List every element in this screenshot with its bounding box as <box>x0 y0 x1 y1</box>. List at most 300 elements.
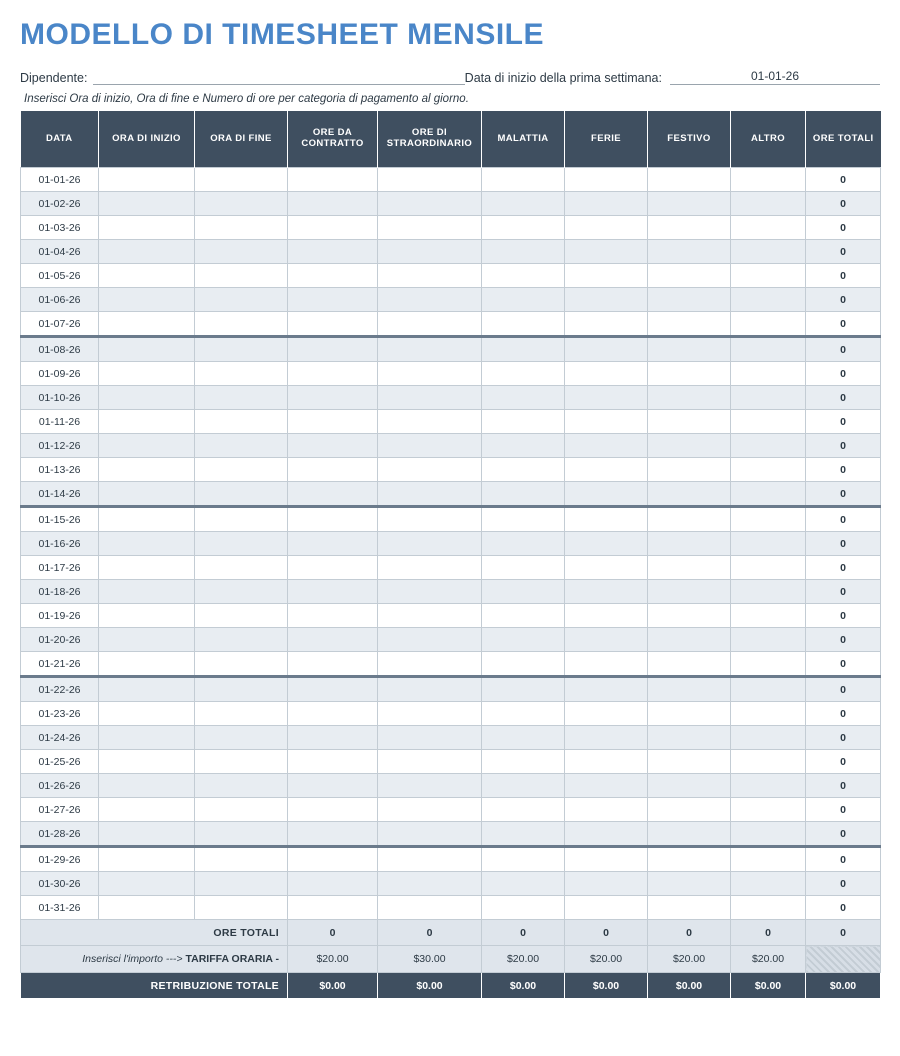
cell-time-in[interactable] <box>99 556 195 580</box>
cell-vacation-hours[interactable] <box>565 798 648 822</box>
cell-holiday-hours[interactable] <box>648 386 731 410</box>
cell-holiday-hours[interactable] <box>648 726 731 750</box>
start-date-input[interactable]: 01-01-26 <box>670 69 880 85</box>
cell-time-out[interactable] <box>195 580 288 604</box>
cell-sick-hours[interactable] <box>482 702 565 726</box>
rate-overtime[interactable]: $30.00 <box>378 946 482 973</box>
cell-regular-hours[interactable] <box>288 216 378 240</box>
table-row <box>21 216 881 240</box>
cell-regular-hours[interactable] <box>288 652 378 677</box>
cell-overtime-hours[interactable] <box>378 337 482 362</box>
cell-holiday-hours[interactable] <box>648 628 731 652</box>
cell-other-hours[interactable] <box>731 774 806 798</box>
column-header-total-hours: ORE TOTALI <box>806 111 881 168</box>
cell-sick-hours[interactable] <box>482 872 565 896</box>
page-title: MODELLO DI TIMESHEET MENSILE <box>20 18 545 51</box>
cell-vacation-hours[interactable] <box>565 822 648 847</box>
cell-other-hours[interactable] <box>731 726 806 750</box>
cell-sick-hours[interactable] <box>482 192 565 216</box>
cell-time-out[interactable] <box>195 264 288 288</box>
cell-time-in[interactable] <box>99 386 195 410</box>
cell-regular-hours[interactable] <box>288 677 378 702</box>
cell-vacation-hours[interactable] <box>565 288 648 312</box>
cell-regular-hours[interactable] <box>288 896 378 920</box>
cell-total-hours: 0 <box>806 337 881 362</box>
cell-overtime-hours[interactable] <box>378 604 482 628</box>
pay-regular: $0.00 <box>288 973 378 999</box>
cell-time-in[interactable] <box>99 628 195 652</box>
cell-sick-hours[interactable] <box>482 240 565 264</box>
cell-total-hours: 0 <box>806 507 881 532</box>
cell-time-in[interactable] <box>99 288 195 312</box>
cell-time-out[interactable] <box>195 896 288 920</box>
cell-overtime-hours[interactable] <box>378 677 482 702</box>
cell-holiday-hours[interactable] <box>648 580 731 604</box>
cell-sick-hours[interactable] <box>482 652 565 677</box>
employee-input[interactable] <box>93 70 464 85</box>
cell-overtime-hours[interactable] <box>378 434 482 458</box>
rate-sick[interactable]: $20.00 <box>482 946 565 973</box>
cell-other-hours[interactable] <box>731 288 806 312</box>
cell-regular-hours[interactable] <box>288 337 378 362</box>
cell-vacation-hours[interactable] <box>565 652 648 677</box>
cell-time-out[interactable] <box>195 532 288 556</box>
cell-date: 01-19-26 <box>21 604 99 628</box>
cell-vacation-hours[interactable] <box>565 556 648 580</box>
cell-date: 01-25-26 <box>21 750 99 774</box>
cell-time-in[interactable] <box>99 604 195 628</box>
cell-overtime-hours[interactable] <box>378 896 482 920</box>
cell-sick-hours[interactable] <box>482 726 565 750</box>
cell-other-hours[interactable] <box>731 410 806 434</box>
cell-time-in[interactable] <box>99 822 195 847</box>
cell-overtime-hours[interactable] <box>378 822 482 847</box>
cell-time-out[interactable] <box>195 726 288 750</box>
column-header-other: ALTRO <box>731 111 806 168</box>
cell-other-hours[interactable] <box>731 264 806 288</box>
totals-vacation: 0 <box>565 920 648 946</box>
cell-date: 01-04-26 <box>21 240 99 264</box>
cell-holiday-hours[interactable] <box>648 532 731 556</box>
cell-time-out[interactable] <box>195 386 288 410</box>
cell-vacation-hours[interactable] <box>565 458 648 482</box>
cell-vacation-hours[interactable] <box>565 434 648 458</box>
cell-overtime-hours[interactable] <box>378 482 482 507</box>
cell-overtime-hours[interactable] <box>378 774 482 798</box>
cell-sick-hours[interactable] <box>482 580 565 604</box>
cell-time-out[interactable] <box>195 362 288 386</box>
cell-regular-hours[interactable] <box>288 410 378 434</box>
cell-other-hours[interactable] <box>731 652 806 677</box>
cell-time-in[interactable] <box>99 872 195 896</box>
cell-regular-hours[interactable] <box>288 872 378 896</box>
cell-sick-hours[interactable] <box>482 410 565 434</box>
cell-time-out[interactable] <box>195 312 288 337</box>
cell-time-in[interactable] <box>99 896 195 920</box>
cell-total-hours: 0 <box>806 434 881 458</box>
cell-sick-hours[interactable] <box>482 337 565 362</box>
cell-time-in[interactable] <box>99 847 195 872</box>
cell-date: 01-02-26 <box>21 192 99 216</box>
cell-holiday-hours[interactable] <box>648 168 731 192</box>
cell-date: 01-21-26 <box>21 652 99 677</box>
table-row <box>21 750 881 774</box>
cell-holiday-hours[interactable] <box>648 216 731 240</box>
cell-time-out[interactable] <box>195 798 288 822</box>
table-row <box>21 604 881 628</box>
cell-holiday-hours[interactable] <box>648 750 731 774</box>
cell-vacation-hours[interactable] <box>565 702 648 726</box>
cell-overtime-hours[interactable] <box>378 288 482 312</box>
cell-date: 01-23-26 <box>21 702 99 726</box>
cell-time-in[interactable] <box>99 482 195 507</box>
cell-other-hours[interactable] <box>731 168 806 192</box>
cell-other-hours[interactable] <box>731 847 806 872</box>
cell-regular-hours[interactable] <box>288 362 378 386</box>
cell-sick-hours[interactable] <box>482 677 565 702</box>
cell-vacation-hours[interactable] <box>565 362 648 386</box>
cell-holiday-hours[interactable] <box>648 434 731 458</box>
cell-total-hours: 0 <box>806 216 881 240</box>
cell-holiday-hours[interactable] <box>648 507 731 532</box>
cell-overtime-hours[interactable] <box>378 580 482 604</box>
cell-vacation-hours[interactable] <box>565 337 648 362</box>
cell-other-hours[interactable] <box>731 702 806 726</box>
cell-time-out[interactable] <box>195 774 288 798</box>
cell-date: 01-13-26 <box>21 458 99 482</box>
cell-other-hours[interactable] <box>731 604 806 628</box>
cell-holiday-hours[interactable] <box>648 337 731 362</box>
cell-holiday-hours[interactable] <box>648 677 731 702</box>
cell-sick-hours[interactable] <box>482 532 565 556</box>
cell-other-hours[interactable] <box>731 458 806 482</box>
cell-time-in[interactable] <box>99 507 195 532</box>
cell-time-in[interactable] <box>99 798 195 822</box>
cell-overtime-hours[interactable] <box>378 532 482 556</box>
cell-overtime-hours[interactable] <box>378 410 482 434</box>
cell-vacation-hours[interactable] <box>565 580 648 604</box>
cell-vacation-hours[interactable] <box>565 896 648 920</box>
cell-vacation-hours[interactable] <box>565 677 648 702</box>
cell-regular-hours[interactable] <box>288 556 378 580</box>
cell-time-out[interactable] <box>195 677 288 702</box>
cell-other-hours[interactable] <box>731 556 806 580</box>
cell-overtime-hours[interactable] <box>378 168 482 192</box>
cell-regular-hours[interactable] <box>288 774 378 798</box>
cell-sick-hours[interactable] <box>482 798 565 822</box>
cell-time-in[interactable] <box>99 168 195 192</box>
cell-overtime-hours[interactable] <box>378 702 482 726</box>
cell-other-hours[interactable] <box>731 628 806 652</box>
cell-holiday-hours[interactable] <box>648 702 731 726</box>
cell-overtime-hours[interactable] <box>378 216 482 240</box>
cell-regular-hours[interactable] <box>288 507 378 532</box>
cell-date: 01-06-26 <box>21 288 99 312</box>
cell-vacation-hours[interactable] <box>565 872 648 896</box>
cell-sick-hours[interactable] <box>482 774 565 798</box>
cell-time-in[interactable] <box>99 240 195 264</box>
cell-sick-hours[interactable] <box>482 604 565 628</box>
cell-holiday-hours[interactable] <box>648 774 731 798</box>
cell-regular-hours[interactable] <box>288 458 378 482</box>
cell-time-out[interactable] <box>195 337 288 362</box>
cell-other-hours[interactable] <box>731 362 806 386</box>
cell-sick-hours[interactable] <box>482 434 565 458</box>
cell-total-hours: 0 <box>806 192 881 216</box>
cell-holiday-hours[interactable] <box>648 847 731 872</box>
cell-sick-hours[interactable] <box>482 628 565 652</box>
cell-sick-hours[interactable] <box>482 822 565 847</box>
cell-vacation-hours[interactable] <box>565 410 648 434</box>
pay-vacation: $0.00 <box>565 973 648 999</box>
cell-regular-hours[interactable] <box>288 192 378 216</box>
cell-time-in[interactable] <box>99 362 195 386</box>
cell-regular-hours[interactable] <box>288 168 378 192</box>
cell-vacation-hours[interactable] <box>565 192 648 216</box>
table-row <box>21 652 881 677</box>
cell-holiday-hours[interactable] <box>648 896 731 920</box>
cell-time-out[interactable] <box>195 652 288 677</box>
cell-time-out[interactable] <box>195 410 288 434</box>
cell-total-hours: 0 <box>806 458 881 482</box>
cell-vacation-hours[interactable] <box>565 386 648 410</box>
cell-other-hours[interactable] <box>731 822 806 847</box>
cell-regular-hours[interactable] <box>288 240 378 264</box>
table-row <box>21 168 881 192</box>
cell-overtime-hours[interactable] <box>378 798 482 822</box>
cell-holiday-hours[interactable] <box>648 652 731 677</box>
cell-time-in[interactable] <box>99 434 195 458</box>
cell-vacation-hours[interactable] <box>565 847 648 872</box>
cell-time-out[interactable] <box>195 458 288 482</box>
cell-time-out[interactable] <box>195 434 288 458</box>
cell-other-hours[interactable] <box>731 240 806 264</box>
cell-overtime-hours[interactable] <box>378 192 482 216</box>
cell-time-in[interactable] <box>99 580 195 604</box>
cell-time-out[interactable] <box>195 750 288 774</box>
cell-sick-hours[interactable] <box>482 458 565 482</box>
cell-time-out[interactable] <box>195 192 288 216</box>
cell-other-hours[interactable] <box>731 750 806 774</box>
cell-time-in[interactable] <box>99 702 195 726</box>
cell-overtime-hours[interactable] <box>378 458 482 482</box>
cell-sick-hours[interactable] <box>482 847 565 872</box>
cell-sick-hours[interactable] <box>482 362 565 386</box>
cell-time-out[interactable] <box>195 628 288 652</box>
cell-overtime-hours[interactable] <box>378 386 482 410</box>
column-header-vacation: FERIE <box>565 111 648 168</box>
cell-overtime-hours[interactable] <box>378 240 482 264</box>
cell-date: 01-28-26 <box>21 822 99 847</box>
cell-vacation-hours[interactable] <box>565 240 648 264</box>
cell-time-in[interactable] <box>99 677 195 702</box>
cell-regular-hours[interactable] <box>288 288 378 312</box>
cell-overtime-hours[interactable] <box>378 872 482 896</box>
cell-sick-hours[interactable] <box>482 168 565 192</box>
cell-holiday-hours[interactable] <box>648 264 731 288</box>
cell-holiday-hours[interactable] <box>648 822 731 847</box>
cell-sick-hours[interactable] <box>482 507 565 532</box>
cell-vacation-hours[interactable] <box>565 750 648 774</box>
cell-holiday-hours[interactable] <box>648 556 731 580</box>
cell-time-in[interactable] <box>99 410 195 434</box>
cell-regular-hours[interactable] <box>288 386 378 410</box>
cell-time-in[interactable] <box>99 337 195 362</box>
table-row <box>21 410 881 434</box>
cell-sick-hours[interactable] <box>482 556 565 580</box>
cell-sick-hours[interactable] <box>482 386 565 410</box>
cell-time-out[interactable] <box>195 702 288 726</box>
cell-time-out[interactable] <box>195 872 288 896</box>
cell-regular-hours[interactable] <box>288 847 378 872</box>
cell-time-out[interactable] <box>195 216 288 240</box>
cell-total-hours: 0 <box>806 726 881 750</box>
cell-regular-hours[interactable] <box>288 580 378 604</box>
cell-regular-hours[interactable] <box>288 798 378 822</box>
cell-regular-hours[interactable] <box>288 434 378 458</box>
cell-date: 01-07-26 <box>21 312 99 337</box>
totals-sick: 0 <box>482 920 565 946</box>
cell-sick-hours[interactable] <box>482 312 565 337</box>
cell-regular-hours[interactable] <box>288 264 378 288</box>
cell-sick-hours[interactable] <box>482 750 565 774</box>
cell-time-in[interactable] <box>99 264 195 288</box>
cell-regular-hours[interactable] <box>288 726 378 750</box>
cell-time-out[interactable] <box>195 604 288 628</box>
cell-other-hours[interactable] <box>731 386 806 410</box>
cell-holiday-hours[interactable] <box>648 240 731 264</box>
cell-time-in[interactable] <box>99 216 195 240</box>
cell-vacation-hours[interactable] <box>565 774 648 798</box>
rate-regular[interactable]: $20.00 <box>288 946 378 973</box>
rate-other[interactable]: $20.00 <box>731 946 806 973</box>
cell-sick-hours[interactable] <box>482 482 565 507</box>
cell-overtime-hours[interactable] <box>378 507 482 532</box>
cell-total-hours: 0 <box>806 750 881 774</box>
table-footer <box>21 920 881 999</box>
cell-time-in[interactable] <box>99 458 195 482</box>
cell-holiday-hours[interactable] <box>648 192 731 216</box>
cell-holiday-hours[interactable] <box>648 362 731 386</box>
cell-overtime-hours[interactable] <box>378 556 482 580</box>
cell-other-hours[interactable] <box>731 192 806 216</box>
cell-sick-hours[interactable] <box>482 216 565 240</box>
cell-sick-hours[interactable] <box>482 896 565 920</box>
cell-vacation-hours[interactable] <box>565 604 648 628</box>
cell-vacation-hours[interactable] <box>565 312 648 337</box>
cell-regular-hours[interactable] <box>288 628 378 652</box>
cell-total-hours: 0 <box>806 556 881 580</box>
cell-time-in[interactable] <box>99 750 195 774</box>
cell-holiday-hours[interactable] <box>648 798 731 822</box>
cell-overtime-hours[interactable] <box>378 750 482 774</box>
cell-regular-hours[interactable] <box>288 604 378 628</box>
cell-overtime-hours[interactable] <box>378 362 482 386</box>
cell-time-in[interactable] <box>99 652 195 677</box>
cell-regular-hours[interactable] <box>288 532 378 556</box>
table-row <box>21 192 881 216</box>
cell-holiday-hours[interactable] <box>648 604 731 628</box>
cell-vacation-hours[interactable] <box>565 532 648 556</box>
cell-overtime-hours[interactable] <box>378 652 482 677</box>
cell-time-out[interactable] <box>195 847 288 872</box>
cell-other-hours[interactable] <box>731 798 806 822</box>
cell-overtime-hours[interactable] <box>378 726 482 750</box>
cell-regular-hours[interactable] <box>288 702 378 726</box>
cell-other-hours[interactable] <box>731 580 806 604</box>
cell-time-out[interactable] <box>195 288 288 312</box>
cell-overtime-hours[interactable] <box>378 264 482 288</box>
cell-total-hours: 0 <box>806 482 881 507</box>
cell-regular-hours[interactable] <box>288 822 378 847</box>
cell-holiday-hours[interactable] <box>648 872 731 896</box>
cell-vacation-hours[interactable] <box>565 507 648 532</box>
cell-vacation-hours[interactable] <box>565 264 648 288</box>
cell-sick-hours[interactable] <box>482 288 565 312</box>
cell-vacation-hours[interactable] <box>565 482 648 507</box>
cell-sick-hours[interactable] <box>482 264 565 288</box>
cell-time-in[interactable] <box>99 774 195 798</box>
cell-holiday-hours[interactable] <box>648 288 731 312</box>
cell-time-out[interactable] <box>195 822 288 847</box>
cell-other-hours[interactable] <box>731 532 806 556</box>
column-header-regular-hours: ORE DA CONTRATTO <box>288 111 378 168</box>
cell-time-out[interactable] <box>195 168 288 192</box>
cell-time-out[interactable] <box>195 556 288 580</box>
cell-vacation-hours[interactable] <box>565 216 648 240</box>
cell-holiday-hours[interactable] <box>648 312 731 337</box>
cell-time-out[interactable] <box>195 240 288 264</box>
cell-overtime-hours[interactable] <box>378 847 482 872</box>
cell-other-hours[interactable] <box>731 482 806 507</box>
cell-other-hours[interactable] <box>731 872 806 896</box>
cell-overtime-hours[interactable] <box>378 628 482 652</box>
cell-overtime-hours[interactable] <box>378 312 482 337</box>
cell-time-out[interactable] <box>195 507 288 532</box>
cell-holiday-hours[interactable] <box>648 482 731 507</box>
rate-holiday[interactable]: $20.00 <box>648 946 731 973</box>
cell-regular-hours[interactable] <box>288 482 378 507</box>
cell-date: 01-15-26 <box>21 507 99 532</box>
cell-other-hours[interactable] <box>731 896 806 920</box>
total-pay-label: RETRIBUZIONE TOTALE <box>21 973 288 999</box>
cell-holiday-hours[interactable] <box>648 458 731 482</box>
cell-other-hours[interactable] <box>731 312 806 337</box>
cell-vacation-hours[interactable] <box>565 726 648 750</box>
totals-total: 0 <box>806 920 881 946</box>
table-row <box>21 386 881 410</box>
cell-time-in[interactable] <box>99 192 195 216</box>
cell-other-hours[interactable] <box>731 337 806 362</box>
cell-vacation-hours[interactable] <box>565 628 648 652</box>
cell-date: 01-17-26 <box>21 556 99 580</box>
rate-label-text: TARIFFA ORARIA - <box>185 953 279 965</box>
cell-time-in[interactable] <box>99 312 195 337</box>
cell-other-hours[interactable] <box>731 507 806 532</box>
cell-regular-hours[interactable] <box>288 312 378 337</box>
cell-other-hours[interactable] <box>731 677 806 702</box>
cell-time-in[interactable] <box>99 532 195 556</box>
cell-time-out[interactable] <box>195 482 288 507</box>
cell-other-hours[interactable] <box>731 216 806 240</box>
cell-time-in[interactable] <box>99 726 195 750</box>
cell-holiday-hours[interactable] <box>648 410 731 434</box>
rate-vacation[interactable]: $20.00 <box>565 946 648 973</box>
cell-other-hours[interactable] <box>731 434 806 458</box>
cell-regular-hours[interactable] <box>288 750 378 774</box>
cell-total-hours: 0 <box>806 652 881 677</box>
cell-vacation-hours[interactable] <box>565 168 648 192</box>
